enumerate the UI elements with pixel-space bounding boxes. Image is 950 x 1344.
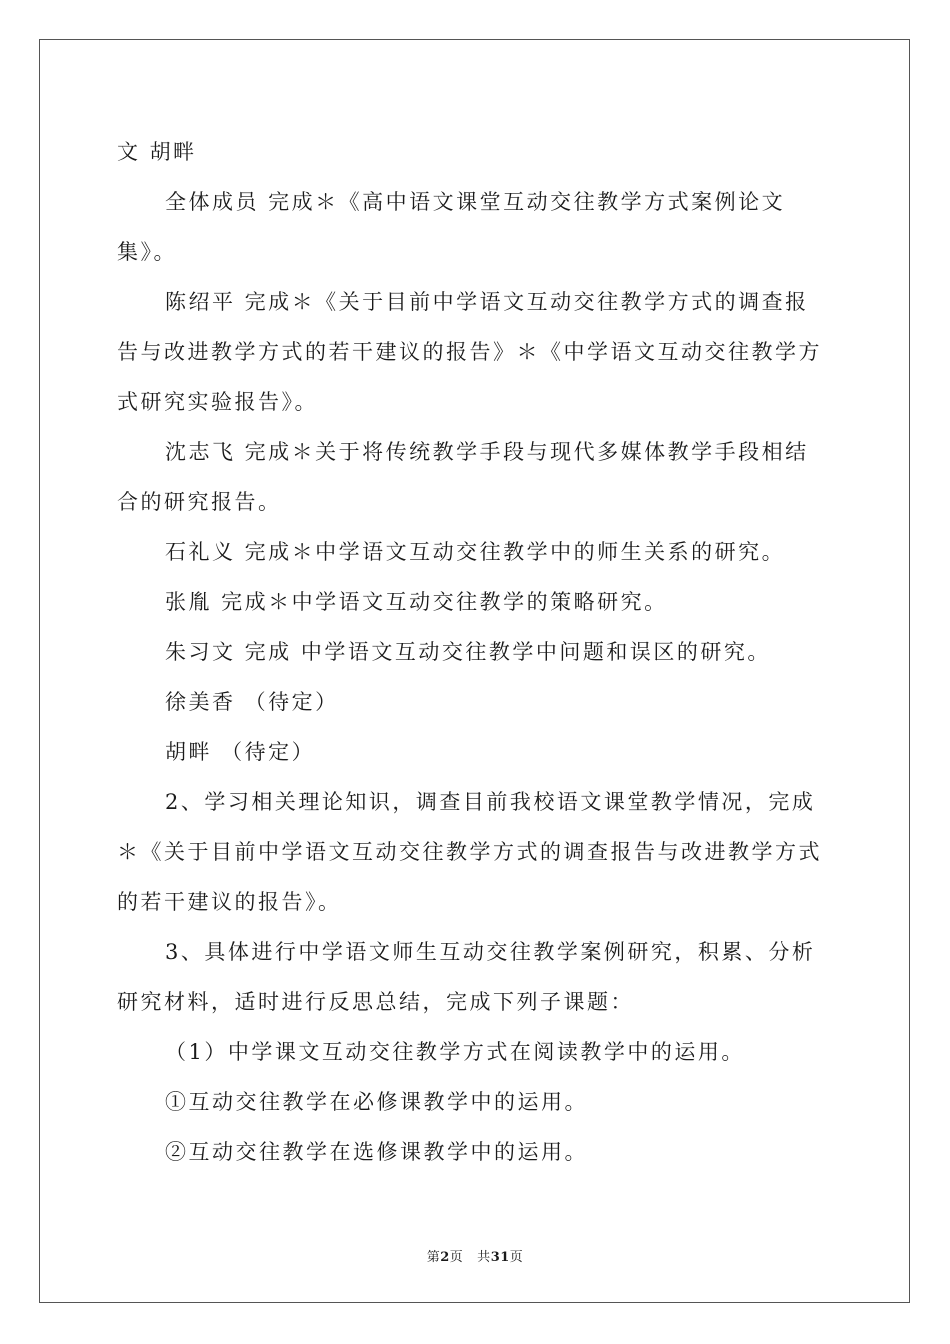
page-footer: [0, 1246, 950, 1265]
text-line: 石礼义 完成＊中学语文互动交往教学中的师生关系的研究。: [165, 540, 786, 564]
text-line: 2、学习相关理论知识，调查目前我校语文课堂教学情况，完成: [165, 790, 816, 814]
page-suffix: 页: [449, 1250, 464, 1265]
text-line: ①互动交往教学在必修课教学中的运用。: [165, 1090, 588, 1114]
text-line: 沈志飞 完成＊关于将传统教学手段与现代多媒体教学手段相结: [165, 440, 809, 464]
text-line: 告与改进教学方式的若干建议的报告》＊《中学语文互动交往教学方: [117, 340, 822, 364]
text-line: ＊《关于目前中学语文互动交往教学方式的调查报告与改进教学方式: [117, 840, 822, 864]
text-line: 全体成员 完成＊《高中语文课堂互动交往教学方式案例论文: [165, 190, 786, 214]
total-suffix: 页: [509, 1250, 524, 1265]
text-line: 徐美香 （待定）: [165, 690, 339, 714]
text-line: 文 胡畔: [117, 140, 197, 164]
text-line: 合的研究报告。: [117, 490, 282, 514]
document-body: [117, 127, 837, 1177]
text-line: ②互动交往教学在选修课教学中的运用。: [165, 1140, 588, 1164]
page-number: 2: [440, 1250, 450, 1265]
page-prefix: 第: [426, 1250, 441, 1265]
text-line: 集》。: [117, 240, 177, 264]
text-line: 3、具体进行中学语文师生互动交往教学案例研究，积累、分析: [165, 940, 816, 964]
text-line: （1）中学课文互动交往教学方式在阅读教学中的运用。: [165, 1040, 745, 1064]
text-line: 朱习文 完成 中学语文互动交往教学中问题和误区的研究。: [165, 640, 771, 664]
text-line: 的若干建议的报告》。: [117, 890, 342, 914]
text-line: 陈绍平 完成＊《关于目前中学语文互动交往教学方式的调查报: [165, 290, 809, 314]
text-line: 研究材料，适时进行反思总结，完成下列子课题：: [117, 990, 634, 1014]
text-line: 张胤 完成＊中学语文互动交往教学的策略研究。: [165, 590, 668, 614]
total-prefix: 共: [477, 1250, 491, 1265]
total-pages: 31: [490, 1250, 510, 1265]
text-line: 胡畔 （待定）: [165, 740, 316, 764]
text-line: 式研究实验报告》。: [117, 390, 318, 414]
